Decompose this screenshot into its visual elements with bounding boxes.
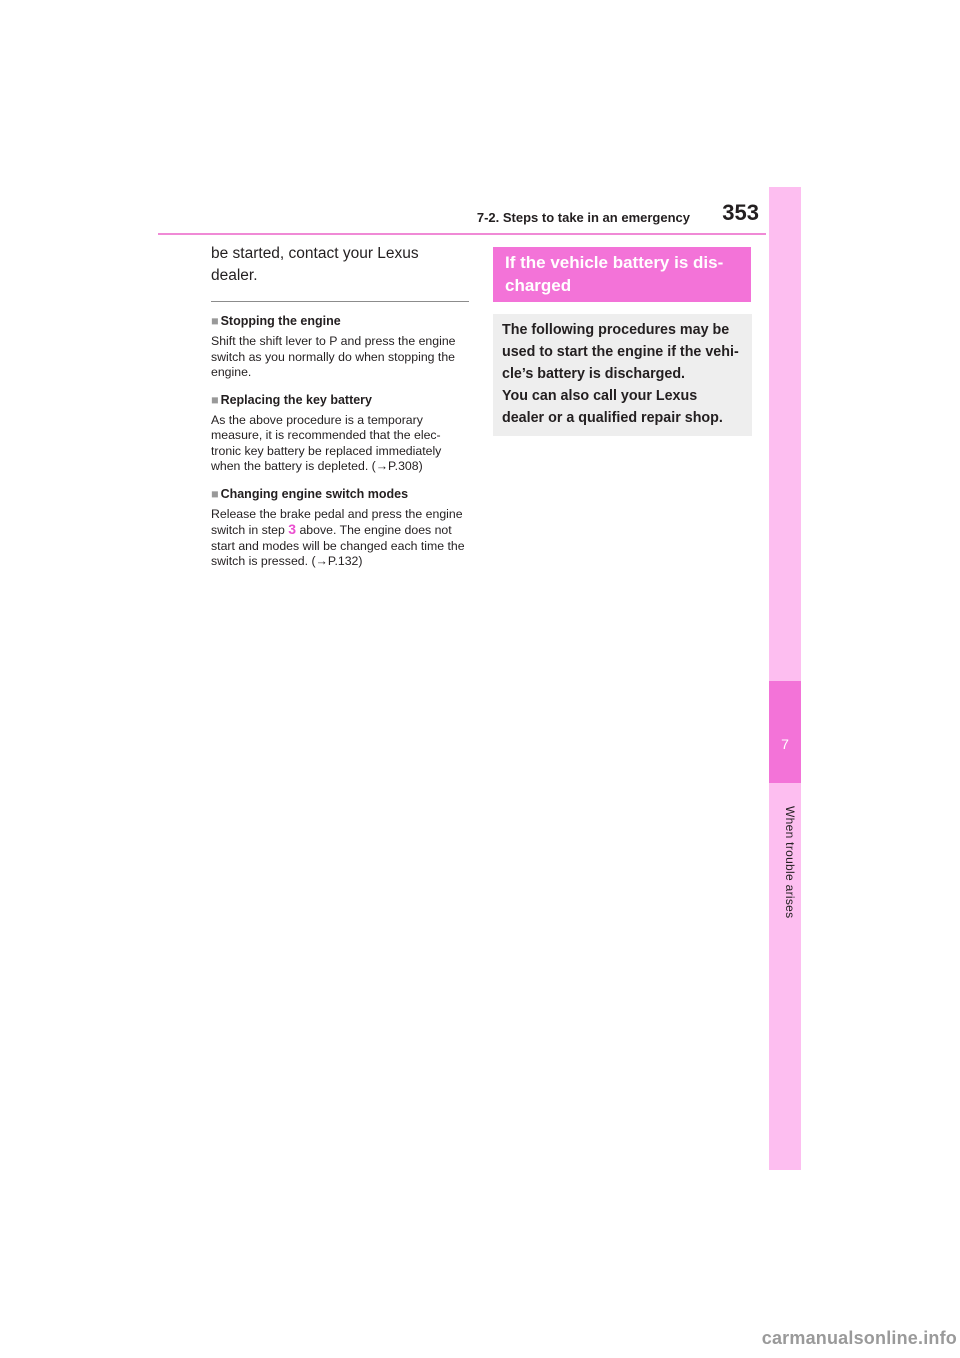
note-body: As the above procedure is a temporary measure, it is recommended that the elec- tronic key battery be replaced immediately when the battery is depleted. (→P.308) bbox=[211, 412, 442, 473]
section-heading: If the vehicle battery is dis- charged bbox=[493, 247, 751, 302]
note-body: Shift the shift lever to P and press the engine switch as you normally do when stopping the engine. bbox=[211, 334, 456, 379]
note-changing-modes bbox=[211, 487, 469, 570]
step-number-icon: 3 bbox=[288, 521, 297, 537]
intro-text-dealer: You can also call your Lexus dealer or a qualified repair shop. bbox=[502, 388, 723, 426]
chapter-number-tab bbox=[769, 681, 801, 783]
left-column bbox=[211, 243, 469, 582]
chapter-title: When trouble arises bbox=[783, 806, 797, 919]
page-number: 353 bbox=[722, 200, 759, 225]
chapter-number: 7 bbox=[781, 736, 789, 752]
chapter-side-tab bbox=[769, 187, 801, 1170]
section-header: 7-2. Steps to take in an emergency bbox=[476, 210, 690, 225]
header-divider bbox=[158, 233, 766, 235]
note-stopping-engine bbox=[211, 314, 469, 381]
watermark: carmanualsonline.info bbox=[585, 1323, 957, 1353]
note-title: ■ Changing engine switch modes bbox=[211, 486, 409, 501]
square-bullet-icon: ■ bbox=[211, 486, 219, 501]
note-replacing-key-battery bbox=[211, 393, 469, 475]
intro-text: The following procedures may be used to start the engine if the vehi- cle’s battery is discharged. bbox=[502, 322, 739, 382]
notes-divider bbox=[211, 301, 469, 302]
note-body: Release the brake pedal and press the engine switch in step 3 above. The engine does not start and modes will be changed each time the switch is pressed. (→P.132) bbox=[211, 506, 465, 568]
note-title: ■ Replacing the key battery bbox=[211, 392, 373, 407]
square-bullet-icon: ■ bbox=[211, 392, 219, 407]
note-title: ■ Stopping the engine bbox=[211, 314, 341, 328]
intro-box bbox=[493, 314, 752, 436]
lead-paragraph: be started, contact your Lexus dealer. bbox=[211, 245, 419, 284]
square-bullet-icon: ■ bbox=[211, 314, 219, 328]
